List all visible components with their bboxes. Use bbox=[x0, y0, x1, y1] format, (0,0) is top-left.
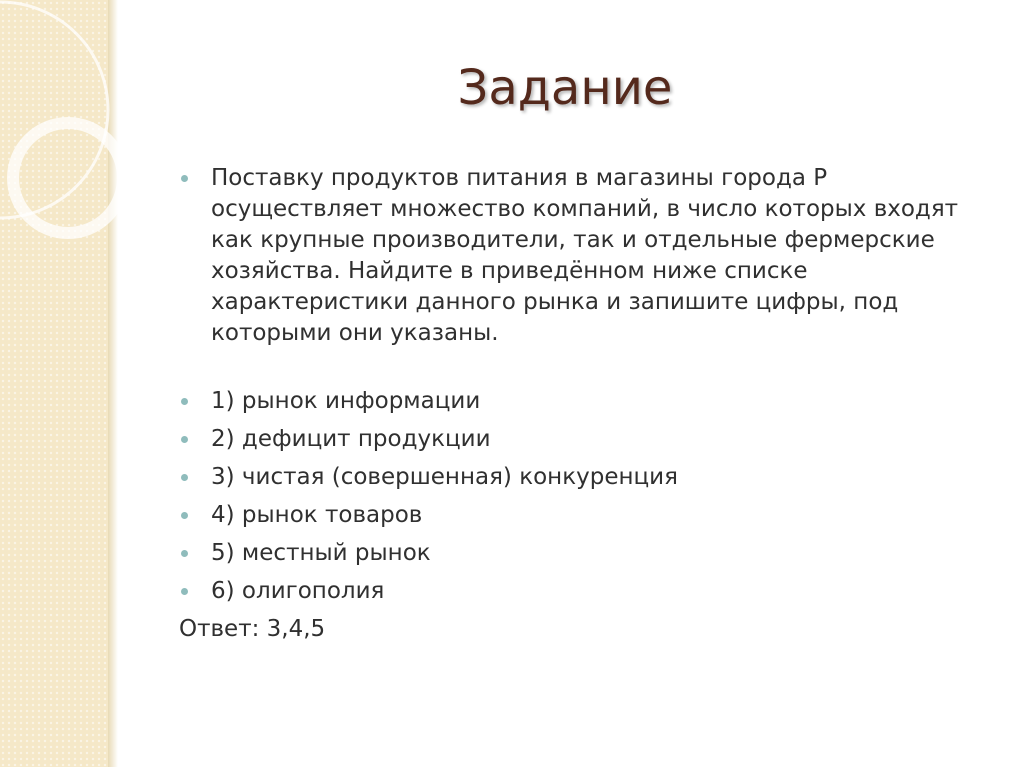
list-item-text: 1) рынок информации bbox=[211, 388, 481, 414]
list-item bbox=[178, 462, 978, 493]
list-item bbox=[178, 386, 978, 417]
bullet-dot-icon bbox=[181, 175, 188, 182]
bullet-dot-icon bbox=[181, 398, 188, 405]
list-item-text: 4) рынок товаров bbox=[211, 502, 423, 528]
bullet-dot-icon bbox=[181, 588, 188, 595]
list-item bbox=[178, 538, 978, 569]
list-item-text: 3) чистая (совершенная) конкуренция bbox=[211, 464, 678, 490]
decorative-circle-small bbox=[13, 123, 123, 233]
list-item bbox=[178, 500, 978, 531]
list-item bbox=[178, 576, 978, 607]
task-paragraph-text: Поставку продуктов питания в магазины города Р осуществляет множество компаний, в число которых входят как крупные производители, так и отдельные фермерские хозяйства. Найдите в приведённом ниже списке характеристики данного рынка и запишите цифры, под которыми они указаны. bbox=[211, 165, 959, 346]
list-item-text: 2) дефицит продукции bbox=[211, 426, 491, 452]
slide-content bbox=[178, 163, 978, 645]
slide-title: Задание bbox=[457, 60, 673, 116]
list-item-text: 6) олигополия bbox=[211, 578, 385, 604]
task-paragraph bbox=[178, 163, 978, 349]
bullet-dot-icon bbox=[181, 474, 188, 481]
list-item-text: 5) местный рынок bbox=[211, 540, 431, 566]
bullet-dot-icon bbox=[181, 512, 188, 519]
bullet-dot-icon bbox=[181, 550, 188, 557]
list-item bbox=[178, 424, 978, 455]
answer-text: Ответ: 3,4,5 bbox=[179, 616, 326, 642]
bullet-dot-icon bbox=[181, 436, 188, 443]
